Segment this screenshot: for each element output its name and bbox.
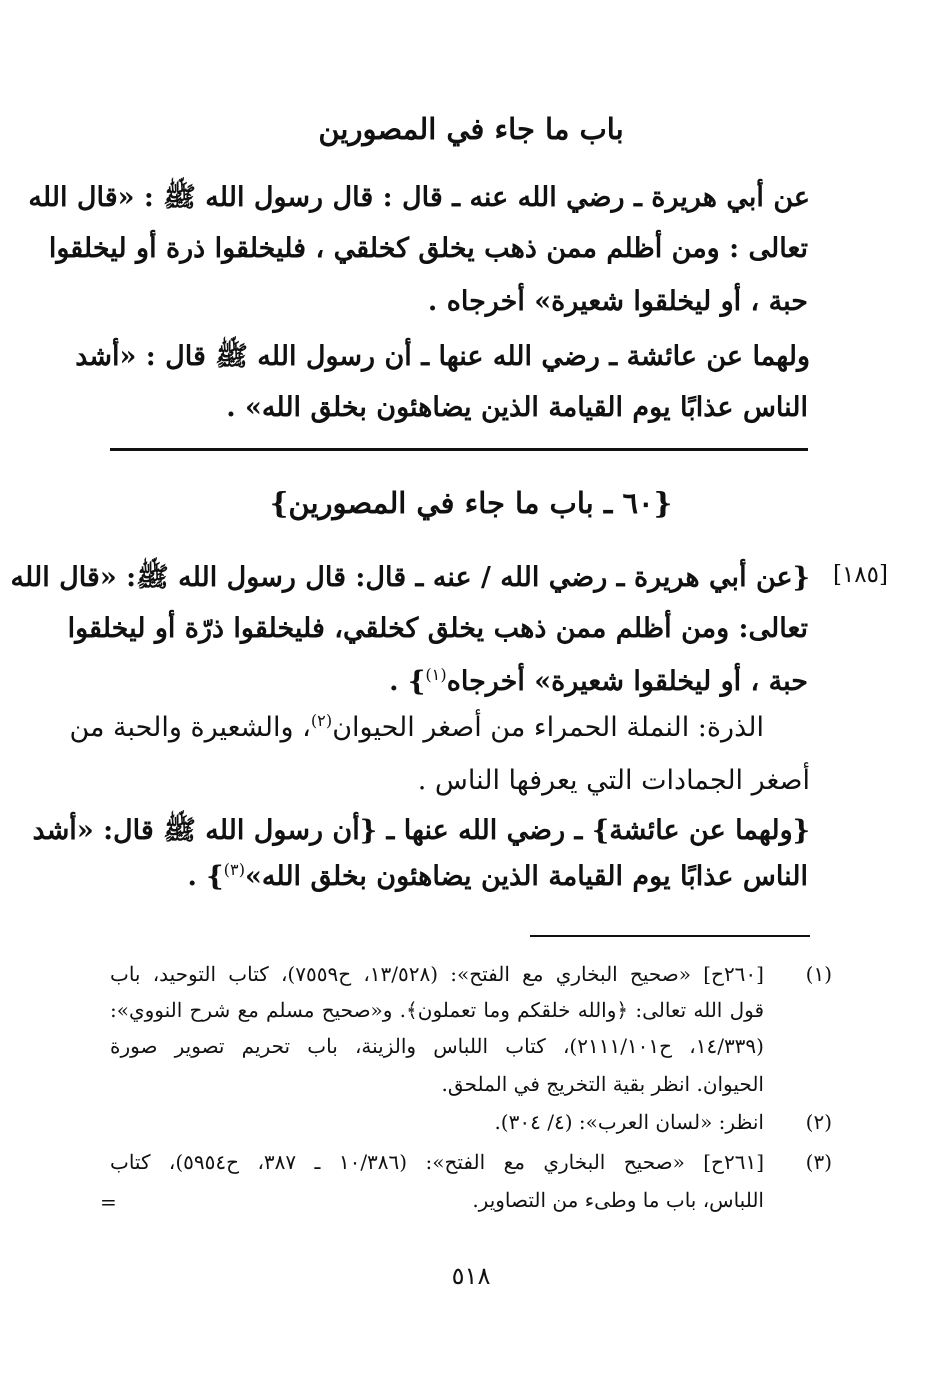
commentary-line-7-end: } . xyxy=(187,861,224,892)
commentary-line-7 xyxy=(188,861,809,892)
footnote-3-line-1: [٢٦١ح] «صحيح البخاري مع الفتح»: (١٠/٣٨٦ ـ ٣٨٧، ح٥٩٥٤)، كتاب xyxy=(110,1150,765,1174)
commentary-line-3 xyxy=(389,666,808,697)
footnote-2-line-1: انظر: «لسان العرب»: (٤/ ٣٠٤). xyxy=(494,1110,764,1134)
original-line-1: عن أبي هريرة ـ رضي الله عنه ـ قال : قال رسول الله ﷺ : «قال الله xyxy=(28,182,810,213)
footnote-1-line-2: قول الله تعالى: ﴿والله خلقكم وما تعملون﴾. و«صحيح مسلم مع شرح النووي»: xyxy=(110,998,764,1022)
section-divider xyxy=(110,448,808,451)
continuation-mark: = xyxy=(100,1190,117,1214)
footnote-3-number: (٣) xyxy=(805,1150,832,1174)
footnote-separator xyxy=(530,935,810,937)
footnote-1-number: (١) xyxy=(805,962,832,986)
page-number: ٥١٨ xyxy=(451,1262,491,1290)
section-title-commentary: {٦٠ ـ باب ما جاء في المصورين} xyxy=(269,486,673,520)
footnote-1-line-3: (١٤/٣٣٩، ح٢١١١/١٠١)، كتاب اللباس والزينة، باب تحريم تصوير صورة xyxy=(110,1034,764,1058)
commentary-line-2: تعالى: ومن أظلم ممن ذهب يخلق كخلقي، فليخلقوا ذرّة أو ليخلقوا xyxy=(67,613,808,644)
commentary-line-7-text: الناس عذابًا يوم القيامة الذين يضاهئون بخلق الله» xyxy=(245,861,808,892)
commentary-line-4-text: الذرة: النملة الحمراء من أصغر الحيوان xyxy=(332,712,764,743)
commentary-line-5: أصغر الجمادات التي يعرفها الناس . xyxy=(417,765,810,796)
footnote-2-number: (٢) xyxy=(805,1110,832,1134)
commentary-line-4 xyxy=(69,712,764,743)
entry-number: [١٨٥] xyxy=(832,562,888,588)
commentary-line-4-end: ، والشعيرة والحبة من xyxy=(69,712,311,743)
commentary-line-3-text: حبة ، أو ليخلقوا شعيرة» أخرجاه xyxy=(446,666,808,697)
footnote-ref-3: (٣) xyxy=(223,860,246,879)
footnote-ref-1: (١) xyxy=(425,665,447,684)
original-line-2: تعالى : ومن أظلم ممن ذهب يخلق كخلقي ، فليخلقوا ذرة أو ليخلقوا xyxy=(48,233,808,264)
footnote-3-line-2: اللباس، باب ما وطىء من التصاوير. xyxy=(472,1188,764,1212)
section-title-original: باب ما جاء في المصورين xyxy=(318,112,624,146)
original-line-4: ولهما عن عائشة ـ رضي الله عنها ـ أن رسول الله ﷺ قال : «أشد xyxy=(75,341,810,372)
commentary-line-3-end: } . xyxy=(389,666,426,697)
footnote-1-line-4: الحيوان. انظر بقية التخريج في الملحق. xyxy=(441,1072,764,1096)
commentary-line-6: {ولهما عن عائشة} ـ رضي الله عنها ـ {أن رسول الله ﷺ قال: «أشد xyxy=(32,815,810,846)
footnote-1-line-1: [٢٦٠ح] «صحيح البخاري مع الفتح»: (١٣/٥٢٨، ح٧٥٥٩)، كتاب التوحيد، باب xyxy=(110,962,764,986)
original-line-3: حبة ، أو ليخلقوا شعيرة» أخرجاه . xyxy=(427,286,808,317)
original-line-5: الناس عذابًا يوم القيامة الذين يضاهئون بخلق الله» . xyxy=(226,392,808,423)
footnote-ref-2: (٢) xyxy=(310,711,333,730)
commentary-line-1: {عن أبي هريرة ـ رضي الله / عنه ـ قال: قال رسول الله ﷺ: «قال الله xyxy=(10,562,810,593)
